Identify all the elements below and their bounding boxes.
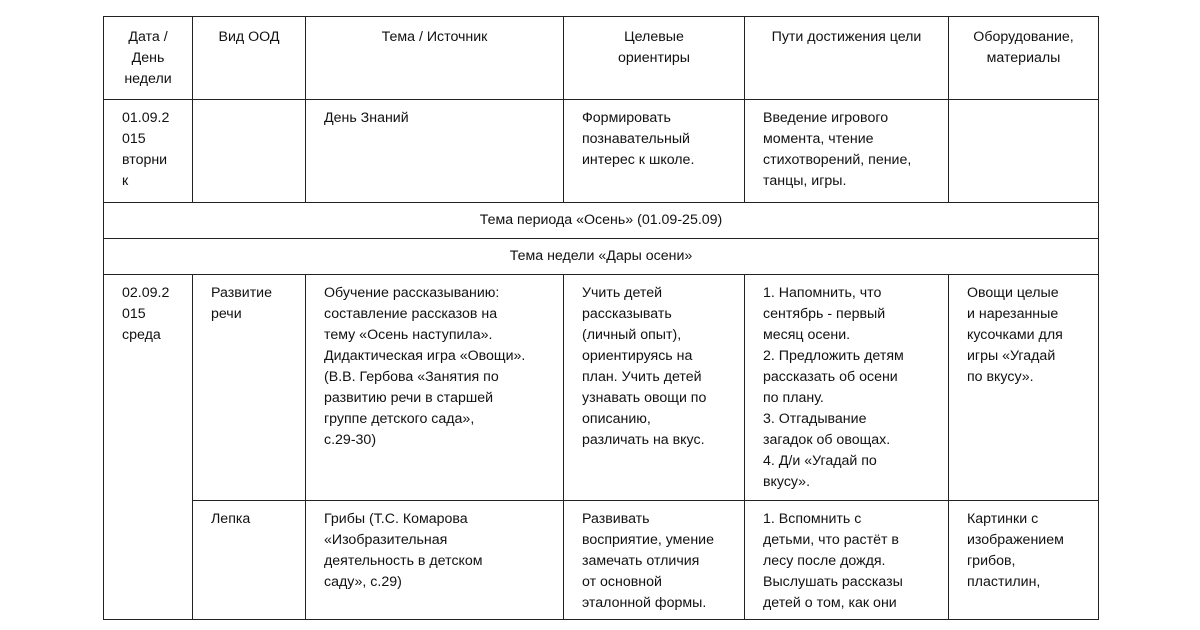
cell-line: 01.09.2 (122, 110, 170, 126)
lesson-plan-table (103, 16, 1099, 620)
cell-line: вкусу». (763, 474, 811, 490)
cell-line: познавательный (582, 131, 690, 147)
cell-line: различать на вкус. (582, 432, 705, 448)
header-ways (745, 17, 949, 100)
cell-line: (личный опыт), (582, 327, 682, 343)
cell-line: момента, чтение (763, 131, 874, 147)
cell-line: по плану. (763, 390, 824, 406)
cell-line: и нарезанные (967, 306, 1059, 322)
cell-line: Развивать (582, 511, 650, 527)
cell-goals (564, 275, 745, 501)
cell-line: речи (211, 306, 242, 322)
cell-line: 015 (122, 131, 146, 147)
cell-line: лесу после дождя. (763, 553, 886, 569)
cell-line: по вкусу». (967, 369, 1034, 385)
cell-line: среда (122, 327, 161, 343)
cell-equipment (949, 275, 1099, 501)
cell-line: 015 (122, 306, 146, 322)
cell-line: Обучение рассказыванию: (324, 285, 500, 301)
cell-ways (745, 501, 949, 620)
cell-topic (306, 100, 564, 203)
cell-line: Введение игрового (763, 110, 889, 126)
cell-line: Пути достижения цели (771, 29, 922, 45)
cell-ways (745, 100, 949, 203)
cell-ways (745, 275, 949, 501)
cell-line: с.29-30) (324, 432, 377, 448)
cell-activity-type (193, 501, 306, 620)
cell-line: интерес к школе. (582, 152, 695, 168)
cell-line: кусочками для (967, 327, 1063, 343)
cell-line: 2. Предложить детям (763, 348, 904, 364)
cell-line: рассказывать (582, 306, 672, 322)
cell-line: Дата / (128, 29, 168, 45)
cell-line: изображением (967, 532, 1064, 548)
week-theme-row (104, 239, 1099, 275)
cell-line: Картинки с (967, 511, 1039, 527)
cell-line: вторни (122, 152, 168, 168)
table-row (104, 100, 1099, 203)
table-row (104, 275, 1099, 501)
cell-line: Учить детей (582, 285, 663, 301)
cell-equipment (949, 100, 1099, 203)
cell-line: Выслушать рассказы (763, 574, 903, 590)
header-equipment (949, 17, 1099, 100)
cell-line: эталонной формы. (582, 595, 707, 611)
header-activity-type (193, 17, 306, 100)
cell-line: рассказать об осени (763, 369, 898, 385)
cell-activity-type (193, 275, 306, 501)
cell-equipment (949, 501, 1099, 620)
cell-activity-type (193, 100, 306, 203)
cell-line: материалы (986, 50, 1061, 66)
cell-line: узнавать овощи по (582, 390, 707, 406)
cell-line: Овощи целые (967, 285, 1059, 301)
header-goals (564, 17, 745, 100)
cell-line: грибов, (967, 553, 1016, 569)
cell-goals (564, 100, 745, 203)
cell-date (104, 275, 193, 620)
cell-line: День (131, 50, 165, 66)
cell-line: от основной (582, 574, 662, 590)
cell-line: Тема / Источник (381, 29, 488, 45)
cell-line: развитию речи в старшей (324, 390, 494, 406)
cell-line: Дидактическая игра «Овощи». (324, 348, 526, 364)
week-theme: Тема недели «Дары осени» (104, 239, 1099, 275)
cell-line: 3. Отгадывание (763, 411, 867, 427)
cell-line: 4. Д/и «Угадай по (763, 453, 877, 469)
cell-line: 1. Напомнить, что (763, 285, 882, 301)
cell-line: тему «Осень наступила». (324, 327, 493, 343)
cell-line: сентябрь - первый (763, 306, 886, 322)
cell-line: детьми, что растёт в (763, 532, 899, 548)
cell-line: ориентиры (618, 50, 690, 66)
cell-line: День Знаний (324, 110, 409, 126)
cell-line: ориентируясь на (582, 348, 693, 364)
cell-line: 1. Вспомнить с (763, 511, 862, 527)
cell-line: Формировать (582, 110, 671, 126)
header-topic-source (306, 17, 564, 100)
cell-line: стихотворений, пение, (763, 152, 912, 168)
cell-line: Грибы (Т.С. Комарова (324, 511, 468, 527)
cell-line: Вид ООД (218, 29, 280, 45)
cell-line: недели (124, 71, 172, 87)
table-row (104, 501, 1099, 620)
cell-line: игры «Угадай (967, 348, 1056, 364)
cell-goals (564, 501, 745, 620)
cell-line: месяц осени. (763, 327, 851, 343)
cell-line: «Изобразительная (324, 532, 448, 548)
cell-line: Развитие (211, 285, 273, 301)
cell-line: саду», с.29) (324, 574, 402, 590)
cell-line: загадок об овощах. (763, 432, 891, 448)
cell-line: детей о том, как они (763, 595, 897, 611)
header-date (104, 17, 193, 100)
cell-line: (В.В. Гербова «Занятия по (324, 369, 499, 385)
cell-line: танцы, игры. (763, 173, 847, 189)
cell-line: 02.09.2 (122, 285, 170, 301)
cell-line: план. Учить детей (582, 369, 702, 385)
cell-line: восприятие, умение (582, 532, 714, 548)
cell-line: деятельность в детском (324, 553, 483, 569)
cell-line: Оборудование, (973, 29, 1074, 45)
cell-topic (306, 275, 564, 501)
cell-line: замечать отличия (582, 553, 700, 569)
cell-line: к (122, 173, 129, 189)
cell-line: составление рассказов на (324, 306, 498, 322)
period-theme: Тема периода «Осень» (01.09-25.09) (104, 203, 1099, 239)
cell-line: описанию, (582, 411, 651, 427)
cell-line: Лепка (211, 511, 251, 527)
cell-topic (306, 501, 564, 620)
period-theme-row (104, 203, 1099, 239)
cell-date (104, 100, 193, 203)
header-row (104, 17, 1099, 100)
cell-line: группе детского сада», (324, 411, 475, 427)
cell-line: пластилин, (967, 574, 1041, 590)
cell-line: Целевые (624, 29, 684, 45)
